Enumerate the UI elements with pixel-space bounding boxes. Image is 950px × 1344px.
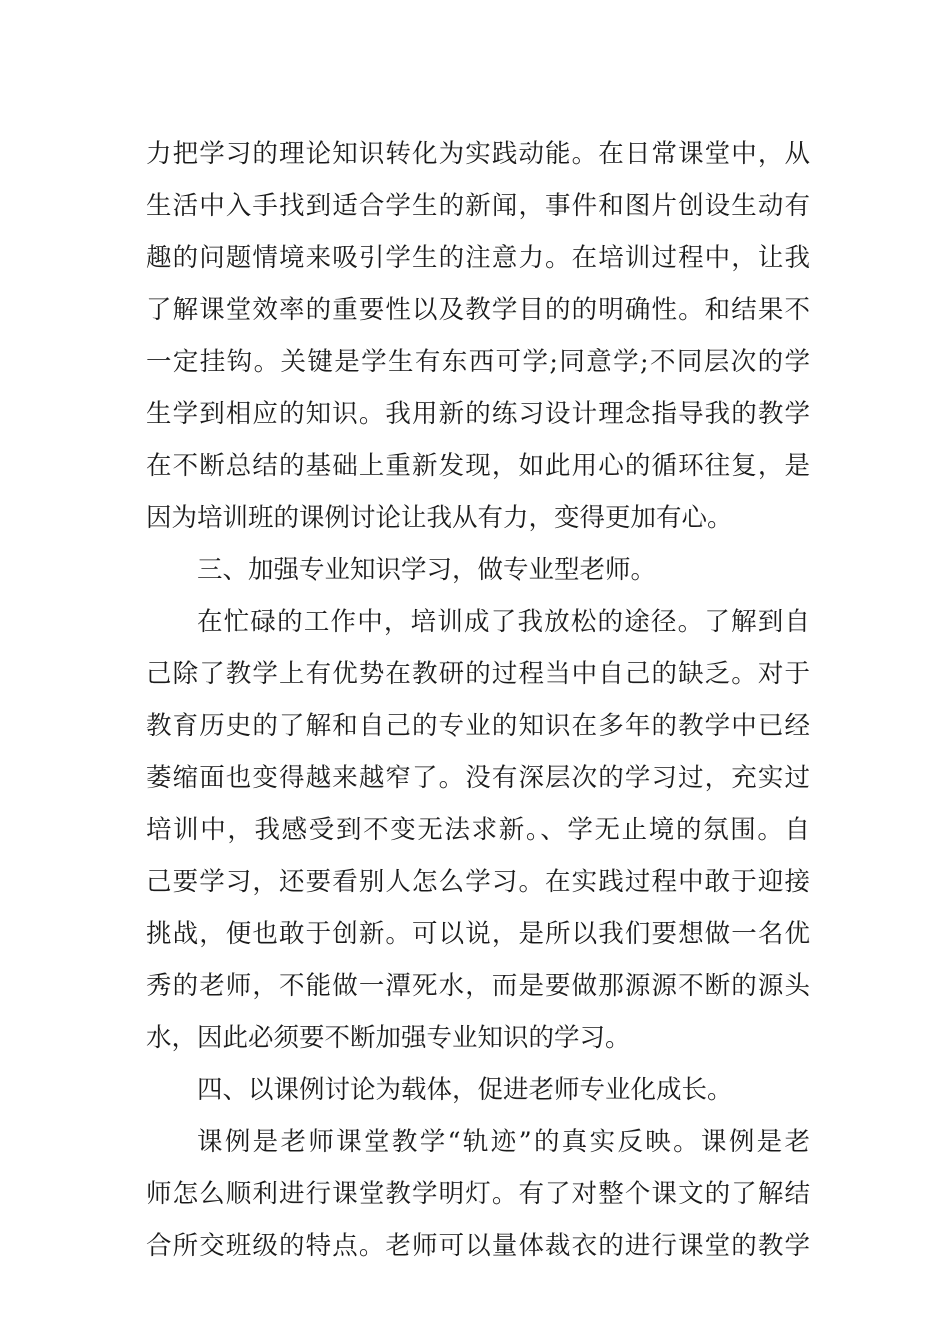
text-line: 在不断总结的基础上重新发现，如此用心的循环往复，是 bbox=[146, 451, 810, 481]
text-line: 师怎么顺利进行课堂教学明灯。有了对整个课文的了解结 bbox=[146, 1179, 810, 1209]
text-line: 己要学习，还要看别人怎么学习。在实践过程中敢于迎接 bbox=[146, 867, 810, 897]
text-line: 生学到相应的知识。我用新的练习设计理念指导我的教学 bbox=[146, 399, 810, 429]
text-line: 力把学习的理论知识转化为实践动能。在日常课堂中，从 bbox=[146, 139, 810, 169]
text-line: 因为培训班的课例讨论让我从有力，变得更加有心。 bbox=[146, 503, 733, 533]
text-line: 萎缩面也变得越来越窄了。没有深层次的学习过，充实过 bbox=[146, 763, 810, 793]
text-line: 己除了教学上有优势在教研的过程当中自己的缺乏。对于 bbox=[146, 659, 810, 689]
text-line: 在忙碌的工作中，培训成了我放松的途径。了解到自 bbox=[197, 607, 810, 637]
text-line: 一定挂钩。关键是学生有东西可学;同意学;不同层次的学 bbox=[146, 347, 810, 377]
section-heading: 三、加强专业知识学习，做专业型老师。 bbox=[197, 555, 657, 585]
text-line: 水，因此必须要不断加强专业知识的学习。 bbox=[146, 1023, 631, 1053]
document-body bbox=[146, 128, 810, 1272]
text-line: 趣的问题情境来吸引学生的注意力。在培训过程中，让我 bbox=[146, 243, 810, 273]
section-heading: 四、以课例讨论为载体，促进老师专业化成长。 bbox=[197, 1075, 733, 1105]
text-line: 培训中，我感受到不变无法求新。、学无止境的氛围。自 bbox=[146, 815, 810, 845]
text-line: 课例是老师课堂教学“轨迹”的真实反映。课例是老 bbox=[197, 1127, 810, 1157]
text-line: 了解课堂效率的重要性以及教学目的的明确性。和结果不 bbox=[146, 295, 810, 325]
text-line: 合所交班级的特点。老师可以量体裁衣的进行课堂的教学 bbox=[146, 1231, 810, 1261]
text-line: 挑战，便也敢于创新。可以说，是所以我们要想做一名优 bbox=[146, 919, 810, 949]
text-line: 秀的老师，不能做一潭死水，而是要做那源源不断的源头 bbox=[146, 971, 810, 1001]
text-line: 教育历史的了解和自己的专业的知识在多年的教学中已经 bbox=[146, 711, 810, 741]
text-line: 生活中入手找到适合学生的新闻，事件和图片创设生动有 bbox=[146, 191, 810, 221]
